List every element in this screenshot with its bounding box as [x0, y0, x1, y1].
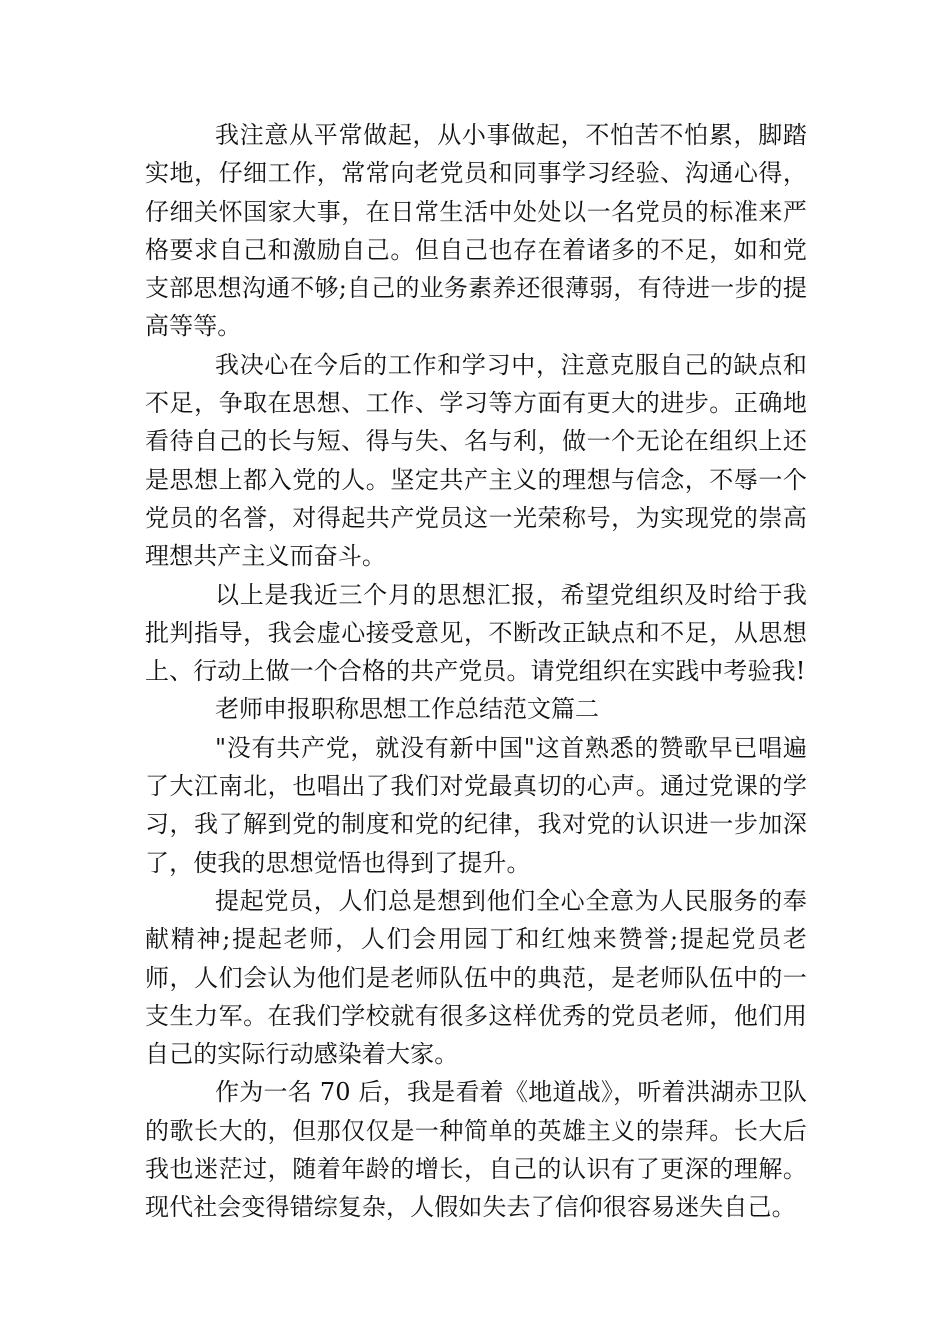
section-title: 老师申报职称思想工作总结范文篇二: [215, 695, 599, 724]
paragraph-party-song: "没有共产党，就没有新中国"这首熟悉的赞歌早已唱遍了大江南北，也唱出了我们对党最真切的心声。通过党课的学习，我了解到党的制度和党的纪律，我对党的认识进一步加深了，使我的思想觉悟也得到了提升。: [145, 733, 807, 877]
paragraph-party-teachers: 提起党员，人们总是想到他们全心全意为人民服务的奉献精神;提起老师，人们会用园丁和红烛来赞誉;提起党员老师，人们会认为他们是老师队伍中的典范，是老师队伍中的一支生力军。在我们学校就有很多这样优秀的党员老师，他们用自己的实际行动感染着大家。: [145, 886, 807, 1069]
paragraph-closing: 以上是我近三个月的思想汇报，希望党组织及时给于我批判指导，我会虚心接受意见，不断改正缺点和不足，从思想上、行动上做一个合格的共产党员。请党组织在实践中考验我!: [145, 580, 807, 686]
paragraph-resolution: 我决心在今后的工作和学习中，注意克服自己的缺点和不足，争取在思想、工作、学习等方面有更大的进步。正确地看待自己的长与短、得与失、名与利，做一个无论在组织上还是思想上都入党的人。坚定共产主义的理想与信念，不辱一个党员的名誉，对得起共产党员这一光荣称号，为实现党的崇高理想共产主义而奋斗。: [145, 350, 807, 571]
paragraph-self-assessment: 我注意从平常做起，从小事做起，不怕苦不怕累，脚踏实地，仔细工作，常常向老党员和同事学习经验、沟通心得，仔细关怀国家大事，在日常生活中处处以一名党员的标准来严格要求自己和激励自己。但自己也存在着诸多的不足，如和党支部思想沟通不够;自己的业务素养还很薄弱，有待进一步的提高等等。: [145, 121, 807, 341]
paragraph-70s-generation: 作为一名 70 后，我是看着《地道战》，听着洪湖赤卫队的歌长大的，但那仅仅是一种简单的英雄主义的崇拜。长大后我也迷茫过，随着年龄的增长，自己的认识有了更深的理解。现代社会变得错综复杂，人假如失去了信仰很容易迷失自己。: [145, 1078, 807, 1222]
document-body: [145, 116, 807, 1227]
